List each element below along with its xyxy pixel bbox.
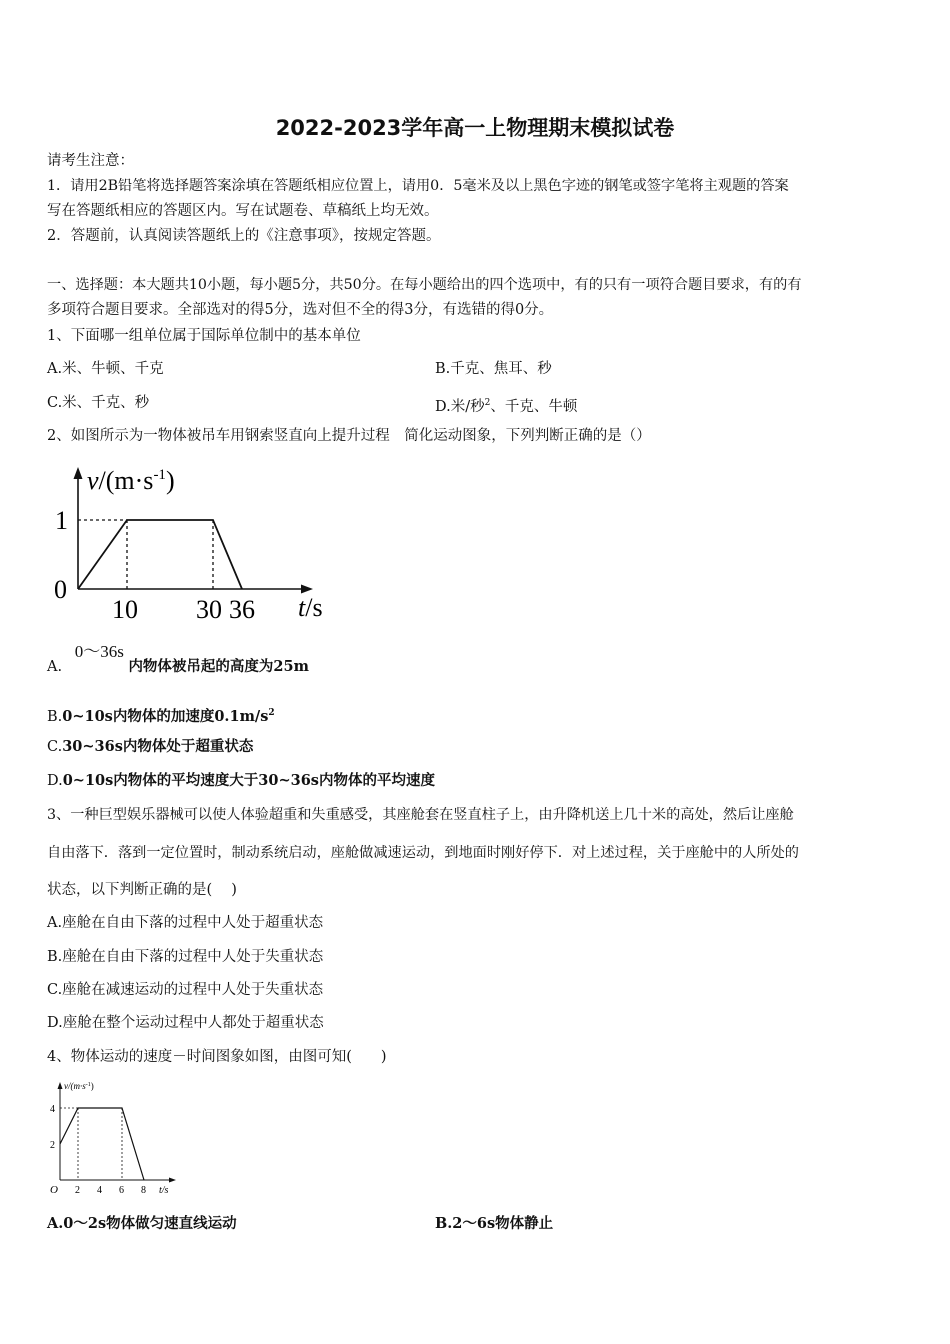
origin-label: O — [50, 1184, 58, 1196]
question-3-option-b: B.座舱在自由下落的过程中人处于失重状态 — [47, 949, 324, 965]
question-2-stem: 2、如图所示为一物体被吊车用钢索竖直向上提升过程 简化运动图象，下列判断正确的是（） — [47, 428, 651, 444]
option-text: 内物体被吊起的高度为25m — [128, 658, 309, 675]
y-tick-1: 1 — [55, 506, 68, 535]
notice-heading: 请考生注意： — [47, 153, 134, 169]
page-title: 2022-2023学年高一上物理期末模拟试卷 — [275, 116, 675, 140]
y-tick-4: 4 — [50, 1104, 55, 1115]
origin-label: 0 — [54, 575, 67, 604]
y-axis-arrow-icon — [58, 1082, 63, 1089]
option-d-text-rest: 、千克、牛顿 — [490, 398, 578, 415]
x-tick-10: 10 — [112, 595, 138, 624]
question-3-option-d: D.座舱在整个运动过程中人都处于超重状态 — [47, 1015, 324, 1031]
x-tick-4: 4 — [97, 1185, 102, 1196]
x-axis-label: t/s — [298, 593, 323, 622]
question-2-option-b — [47, 703, 275, 727]
x-tick-30: 30 — [196, 595, 222, 624]
notice-item-1-line-2: 写在答题纸相应的答题区内。写在试题卷、草稿纸上均无效。 — [47, 203, 439, 219]
option-d-superscript: 2 — [484, 398, 491, 408]
y-axis-label: $v/(m\cdot s^{-1})$ — [87, 466, 175, 495]
y-axis-arrow-icon — [74, 467, 83, 479]
option-prefix: C. — [47, 739, 63, 755]
x-tick-8: 8 — [141, 1185, 146, 1196]
question-3-stem-line-2: 自由落下．落到一定位置时，制动系统启动，座舱做减速运动，到地面时刚好停下．对上述过程，关于座舱中的人所处的 — [47, 845, 799, 861]
question-2-option-d — [47, 771, 435, 791]
option-text: 0~10s内物体的加速度0.1m/s — [62, 707, 269, 725]
question-4-option-a: A.0～2s物体做匀速直线运动 — [47, 1215, 237, 1232]
option-d-text: D.米/秒 — [435, 398, 485, 415]
question-4-option-b: B.2～6s物体静止 — [435, 1215, 554, 1232]
velocity-curve — [60, 1108, 144, 1180]
question-2-option-c — [47, 737, 253, 757]
question-3-option-a: A.座舱在自由下落的过程中人处于超重状态 — [47, 915, 324, 931]
option-prefix: D. — [47, 773, 63, 789]
section-header-line-1: 一、选择题：本大题共10小题，每小题5分，共50分。在每小题给出的四个选项中，有的只有一项符合题目要求，有的有 — [47, 277, 802, 293]
x-tick-36: 36 — [229, 595, 255, 624]
interval-formula: 0～36s — [74, 642, 124, 661]
question-3-stem-line-1: 3、一种巨型娱乐器械可以使人体验超重和失重感受，其座舱套在竖直柱子上，由升降机送上几十米的高处，然后让座舱 — [47, 807, 794, 823]
question-1-option-b: B.千克、焦耳、秒 — [435, 361, 552, 377]
question-3-option-c: C.座舱在减速运动的过程中人处于失重状态 — [47, 982, 324, 998]
question-1-option-d — [435, 393, 577, 417]
y-tick-2: 2 — [50, 1140, 55, 1151]
option-superscript: 2 — [268, 708, 275, 718]
question-3-stem-line-3: 状态，以下判断正确的是( ) — [47, 882, 237, 898]
x-tick-2: 2 — [75, 1185, 80, 1196]
velocity-curve — [78, 520, 242, 589]
question-1-option-c: C.米、千克、秒 — [47, 395, 150, 411]
question-4-stem: 4、物体运动的速度－时间图象如图，由图可知( ) — [47, 1049, 387, 1065]
section-header-line-2: 多项符合题目要求。全部选对的得5分，选对但不全的得3分，有选错的得0分。 — [47, 302, 554, 318]
x-tick-6: 6 — [119, 1185, 124, 1196]
option-text: 30~36s内物体处于超重状态 — [62, 738, 254, 755]
question-4-vt-graph — [45, 1076, 185, 1202]
question-1-stem: 1、下面哪一组单位属于国际单位制中的基本单位 — [47, 328, 361, 344]
question-2-option-a — [47, 642, 309, 677]
y-axis-label: $v/(m\cdot s^{-1})$ — [64, 1081, 94, 1091]
notice-item-1-line-1: 1．请用2B铅笔将选择题答案涂填在答题纸相应位置上，请用0．5毫米及以上黑色字迹的钢笔或签字笔将主观题的答案 — [47, 178, 789, 194]
option-prefix: A. — [47, 659, 63, 675]
question-2-vt-graph — [45, 452, 345, 632]
x-axis-label: t/s — [159, 1185, 169, 1196]
option-text: 0~10s内物体的平均速度大于30~36s内物体的平均速度 — [62, 772, 435, 789]
x-axis-arrow-icon — [169, 1178, 176, 1183]
notice-item-2: 2．答题前，认真阅读答题纸上的《注意事项》，按规定答题。 — [47, 228, 441, 244]
question-1-option-a: A.米、牛顿、千克 — [47, 361, 164, 377]
option-prefix: B. — [47, 708, 63, 725]
